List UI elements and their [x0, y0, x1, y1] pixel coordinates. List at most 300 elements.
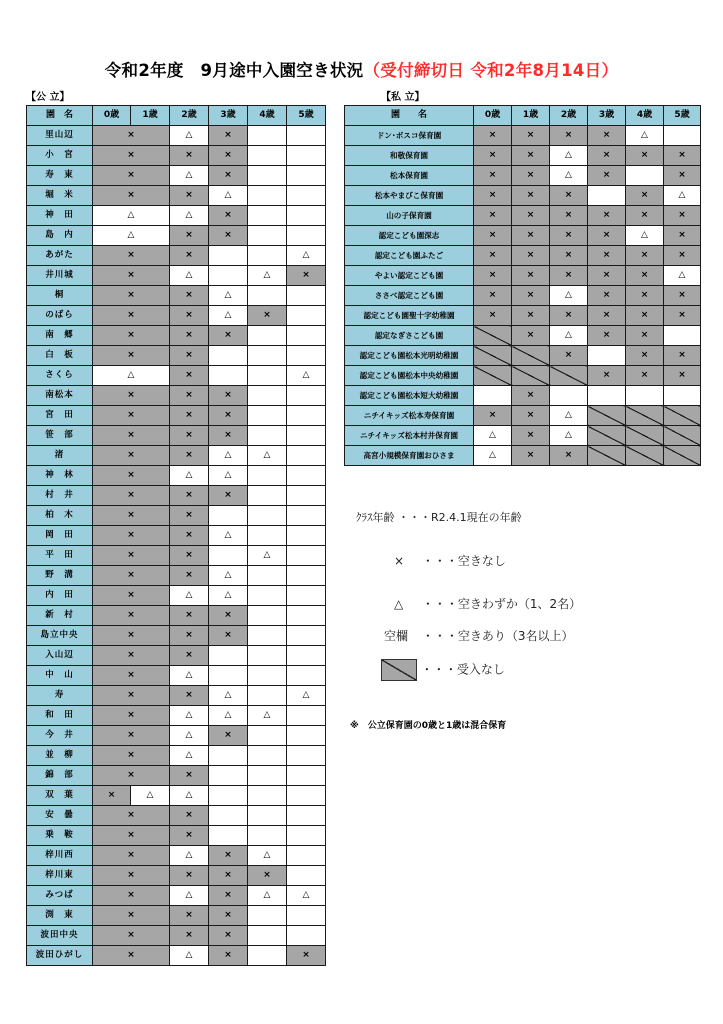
cell-age-4 [248, 326, 287, 346]
cell-age-5 [287, 706, 326, 726]
cell-age-2: × [170, 446, 209, 466]
cell-age-0-1: × [93, 166, 170, 186]
cell-age-4: × [626, 346, 664, 366]
nursery-name: ドン･ボスコ保育園 [345, 126, 474, 146]
cell-age-3 [209, 346, 248, 366]
table-row [27, 346, 326, 366]
cell-age-0-1: × [93, 346, 170, 366]
cell-age-3: × [588, 246, 626, 266]
cell-age-2: × [170, 546, 209, 566]
nursery-name: 高宮小規模保育園おひさま [345, 446, 474, 466]
cell-age-2: × [170, 686, 209, 706]
nursery-name: 松本やまびこ保育園 [345, 186, 474, 206]
cell-age-0 [474, 346, 512, 366]
cell-age-0-1: × [93, 946, 170, 966]
nursery-name: ささべ認定こども園 [345, 286, 474, 306]
table-row [345, 226, 701, 246]
nursery-name: 並 柳 [27, 746, 93, 766]
title-main: 令和2年度 9月途中入園空き状況 [104, 61, 364, 80]
cell-age-5: × [287, 946, 326, 966]
cell-age-4 [248, 246, 287, 266]
cell-age-4: × [626, 366, 664, 386]
cell-age-3 [588, 446, 626, 466]
cell-age-5: △ [664, 186, 701, 206]
cell-age-5 [287, 726, 326, 746]
cell-age-2: × [170, 486, 209, 506]
cell-age-3 [588, 386, 626, 406]
table-row [27, 226, 326, 246]
cell-age-0-1: × [93, 286, 170, 306]
cell-age-1: × [512, 206, 550, 226]
cell-age-1 [512, 346, 550, 366]
cell-age-1: × [512, 446, 550, 466]
cell-age-2: × [170, 366, 209, 386]
cell-age-2: × [170, 806, 209, 826]
public-nursery-table [26, 105, 326, 966]
cell-age-2: △ [550, 166, 588, 186]
cell-age-4 [248, 126, 287, 146]
table-row [345, 166, 701, 186]
header-age-0: 0歳 [93, 106, 131, 126]
cell-age-4: △ [248, 446, 287, 466]
cell-age-2: × [170, 906, 209, 926]
header-name: 園 名 [27, 106, 93, 126]
nursery-name: 井川城 [27, 266, 93, 286]
legend-triangle [394, 595, 581, 612]
cell-age-5 [664, 326, 701, 346]
nursery-name: 認定なぎさこども園 [345, 326, 474, 346]
nursery-name: 神 林 [27, 466, 93, 486]
cell-age-4: × [626, 206, 664, 226]
cell-age-1: × [512, 286, 550, 306]
cell-age-5: × [664, 246, 701, 266]
cell-age-4: × [626, 266, 664, 286]
table-row [27, 526, 326, 546]
cell-age-4 [248, 726, 287, 746]
cell-age-0: × [474, 206, 512, 226]
nursery-name: 山の子保育園 [345, 206, 474, 226]
cell-age-3 [588, 346, 626, 366]
nursery-name: 村 井 [27, 486, 93, 506]
table-row [27, 486, 326, 506]
nursery-name: 島立中央 [27, 626, 93, 646]
table-row [27, 366, 326, 386]
cell-age-2: × [550, 206, 588, 226]
cell-age-3: △ [209, 286, 248, 306]
cell-age-2: △ [170, 786, 209, 806]
table-row [345, 426, 701, 446]
private-table-body [345, 126, 701, 466]
cell-age-4 [248, 806, 287, 826]
nursery-name: さくら [27, 366, 93, 386]
cell-age-4: × [248, 866, 287, 886]
table-row [27, 406, 326, 426]
cell-age-0: × [474, 126, 512, 146]
legend-x [394, 552, 506, 569]
cell-age-5 [287, 866, 326, 886]
cell-age-3: × [588, 126, 626, 146]
table-row [27, 686, 326, 706]
nursery-name: 野 溝 [27, 566, 93, 586]
cell-age-2: △ [170, 126, 209, 146]
cell-age-3: △ [209, 686, 248, 706]
header-age-5: 5歳 [664, 106, 701, 126]
cell-age-1: × [512, 326, 550, 346]
table-row [27, 306, 326, 326]
cell-age-2: × [170, 526, 209, 546]
cell-age-4 [626, 446, 664, 466]
cell-age-4 [248, 226, 287, 246]
nursery-name: ニチイキッズ松本村井保育園 [345, 426, 474, 446]
cell-age-3: △ [209, 526, 248, 546]
nursery-name: 認定こども園深志 [345, 226, 474, 246]
cell-age-3: × [209, 626, 248, 646]
nursery-name: 松本保育園 [345, 166, 474, 186]
cell-age-4: △ [248, 706, 287, 726]
cell-age-2: △ [170, 946, 209, 966]
table-row [27, 446, 326, 466]
cell-age-2: × [550, 246, 588, 266]
header-age-3: 3歳 [209, 106, 248, 126]
cell-age-2: × [170, 306, 209, 326]
cell-age-0-1: × [93, 926, 170, 946]
cell-age-4: × [248, 306, 287, 326]
cell-age-1: × [512, 406, 550, 426]
cell-age-5: × [664, 146, 701, 166]
cell-age-5: △ [287, 366, 326, 386]
public-table-body [27, 126, 326, 966]
table-row [345, 386, 701, 406]
table-row [345, 186, 701, 206]
cell-age-4 [248, 646, 287, 666]
cell-age-0-1: × [93, 566, 170, 586]
nursery-name: 渚 [27, 446, 93, 466]
cell-age-5 [287, 286, 326, 306]
nursery-name: 里山辺 [27, 126, 93, 146]
cell-age-3: △ [209, 566, 248, 586]
cell-age-3: × [209, 406, 248, 426]
cell-age-4 [248, 746, 287, 766]
cell-age-5 [287, 346, 326, 366]
nursery-name: 和 田 [27, 706, 93, 726]
cell-age-4: △ [626, 226, 664, 246]
cell-age-3: × [588, 286, 626, 306]
cell-age-4: × [626, 146, 664, 166]
cell-age-0: × [474, 226, 512, 246]
cell-age-3 [209, 646, 248, 666]
table-row [27, 646, 326, 666]
cell-age-1: × [512, 426, 550, 446]
cell-age-0: × [474, 146, 512, 166]
cell-age-5 [287, 126, 326, 146]
nursery-name: 梓川西 [27, 846, 93, 866]
cell-age-5: × [664, 366, 701, 386]
cell-age-3: × [209, 486, 248, 506]
legend-class-age-key: ｸﾗｽ年齢 [356, 511, 395, 524]
cell-age-5: △ [287, 246, 326, 266]
cell-age-4: △ [626, 126, 664, 146]
cell-age-1: × [512, 146, 550, 166]
cell-age-0: △ [474, 446, 512, 466]
cell-age-3 [588, 406, 626, 426]
cell-age-5: × [664, 286, 701, 306]
table-row [27, 826, 326, 846]
cell-age-1: △ [131, 786, 170, 806]
cell-age-2: × [550, 186, 588, 206]
cell-age-0-1: × [93, 826, 170, 846]
cell-age-0-1: × [93, 546, 170, 566]
nursery-name: みつば [27, 886, 93, 906]
cell-age-3: × [209, 166, 248, 186]
nursery-name: やよい認定こども園 [345, 266, 474, 286]
cell-age-5: × [664, 166, 701, 186]
cell-age-4 [248, 906, 287, 926]
legend-no-acceptance [381, 659, 505, 681]
cell-age-4: △ [248, 266, 287, 286]
cell-age-0-1: × [93, 186, 170, 206]
cell-age-4 [248, 526, 287, 546]
cell-age-5 [287, 166, 326, 186]
cell-age-5 [287, 146, 326, 166]
cell-age-0-1: × [93, 126, 170, 146]
legend-blank [384, 627, 573, 644]
nursery-name: 小 宮 [27, 146, 93, 166]
cell-age-0-1: × [93, 906, 170, 926]
cell-age-3 [209, 506, 248, 526]
nursery-name: 島 内 [27, 226, 93, 246]
cell-age-0-1: × [93, 446, 170, 466]
cell-age-4 [248, 606, 287, 626]
cell-age-4 [248, 346, 287, 366]
cell-age-0-1: × [93, 646, 170, 666]
cell-age-5 [287, 826, 326, 846]
legend-x-text: ・・・空きなし [421, 554, 506, 568]
cell-age-3 [209, 746, 248, 766]
cell-age-5 [664, 406, 701, 426]
table-row [27, 206, 326, 226]
cell-age-3: △ [209, 186, 248, 206]
table-row [27, 586, 326, 606]
cell-age-0: × [474, 186, 512, 206]
cell-age-5 [287, 466, 326, 486]
cell-age-5 [287, 666, 326, 686]
cell-age-5 [287, 766, 326, 786]
cell-age-5 [664, 446, 701, 466]
cell-age-3: × [588, 306, 626, 326]
page-title [0, 57, 723, 81]
cell-age-0-1: × [93, 666, 170, 686]
cell-age-4 [626, 426, 664, 446]
header-age-4: 4歳 [626, 106, 664, 126]
table-row [345, 286, 701, 306]
cell-age-5 [287, 506, 326, 526]
cell-age-3 [588, 426, 626, 446]
cell-age-5 [287, 446, 326, 466]
legend-class-age-text: ・・・R2.4.1現在の年齢 [398, 511, 522, 524]
nursery-name: 認定こども園松本中央幼稚園 [345, 366, 474, 386]
cell-age-0: × [474, 266, 512, 286]
cell-age-2: △ [170, 586, 209, 606]
nursery-name: 認定こども園聖十字幼稚園 [345, 306, 474, 326]
cell-age-4 [248, 426, 287, 446]
nursery-name: 平 田 [27, 546, 93, 566]
cell-age-3: × [588, 366, 626, 386]
cell-age-5 [664, 386, 701, 406]
cell-age-2: × [170, 626, 209, 646]
nursery-name: 桐 [27, 286, 93, 306]
cell-age-2: × [170, 386, 209, 406]
cell-age-0-1: × [93, 806, 170, 826]
cell-age-5 [287, 626, 326, 646]
cell-age-0-1: × [93, 486, 170, 506]
cell-age-2: × [170, 406, 209, 426]
cell-age-0-1: × [93, 706, 170, 726]
cell-age-1: × [512, 226, 550, 246]
cell-age-2: × [550, 266, 588, 286]
cell-age-3 [209, 666, 248, 686]
cell-age-2: × [550, 226, 588, 246]
cell-age-2: × [170, 326, 209, 346]
diagonal-swatch-icon [381, 659, 417, 681]
cell-age-4 [248, 286, 287, 306]
cell-age-0: × [474, 166, 512, 186]
cell-age-3 [209, 366, 248, 386]
table-row [27, 946, 326, 966]
cell-age-3: × [209, 866, 248, 886]
cell-age-2: × [170, 566, 209, 586]
cell-age-3: × [209, 386, 248, 406]
cell-age-0-1: × [93, 426, 170, 446]
cell-age-3: × [209, 846, 248, 866]
cell-age-5: × [664, 346, 701, 366]
cross-icon: × [394, 554, 405, 568]
cell-age-5 [287, 566, 326, 586]
cell-age-3: × [209, 206, 248, 226]
cell-age-1 [512, 366, 550, 386]
table-row [27, 246, 326, 266]
header-age-5: 5歳 [287, 106, 326, 126]
cell-age-2: △ [550, 406, 588, 426]
triangle-icon: △ [394, 597, 404, 611]
cell-age-5: × [664, 206, 701, 226]
nursery-name: 神 田 [27, 206, 93, 226]
cell-age-4 [248, 146, 287, 166]
cell-age-2: × [170, 146, 209, 166]
table-row [345, 266, 701, 286]
cell-age-3: × [209, 326, 248, 346]
cell-age-5 [287, 846, 326, 866]
nursery-name: のばら [27, 306, 93, 326]
cell-age-5 [287, 546, 326, 566]
nursery-name: 双 葉 [27, 786, 93, 806]
header-age-4: 4歳 [248, 106, 287, 126]
private-nursery-table [344, 105, 701, 466]
cell-age-3: △ [209, 586, 248, 606]
header-age-2: 2歳 [550, 106, 588, 126]
table-row [27, 766, 326, 786]
cell-age-4 [248, 586, 287, 606]
cell-age-3 [209, 266, 248, 286]
cell-age-3: × [209, 606, 248, 626]
cell-age-3: × [209, 126, 248, 146]
cell-age-4 [248, 946, 287, 966]
nursery-name: 笹 部 [27, 426, 93, 446]
cell-age-4: × [626, 306, 664, 326]
table-row [27, 426, 326, 446]
cell-age-2 [550, 366, 588, 386]
cell-age-4: △ [248, 846, 287, 866]
table-row [345, 206, 701, 226]
table-row [345, 306, 701, 326]
cell-age-0: × [474, 406, 512, 426]
cell-age-4 [248, 626, 287, 646]
cell-age-3 [209, 766, 248, 786]
cell-age-0: × [474, 286, 512, 306]
cell-age-4 [248, 386, 287, 406]
table-row [345, 126, 701, 146]
cell-age-2: × [170, 926, 209, 946]
cell-age-3 [209, 786, 248, 806]
nursery-name: 渕 東 [27, 906, 93, 926]
cell-age-5 [287, 406, 326, 426]
cell-age-5: × [664, 306, 701, 326]
header-age-3: 3歳 [588, 106, 626, 126]
cell-age-0-1: △ [93, 366, 170, 386]
cell-age-1: × [512, 126, 550, 146]
nursery-name: 今 井 [27, 726, 93, 746]
table-row [27, 866, 326, 886]
cell-age-4 [248, 766, 287, 786]
cell-age-3: × [209, 886, 248, 906]
cell-age-5 [287, 806, 326, 826]
cell-age-1: × [512, 306, 550, 326]
cell-age-2: × [170, 186, 209, 206]
nursery-name: 南松本 [27, 386, 93, 406]
cell-age-3: △ [209, 706, 248, 726]
table-row [27, 466, 326, 486]
nursery-name: 認定こども園ふたご [345, 246, 474, 266]
cell-age-0: △ [474, 426, 512, 446]
cell-age-1: × [512, 166, 550, 186]
nursery-name: 新 村 [27, 606, 93, 626]
cell-age-2: × [170, 286, 209, 306]
nursery-name: 認定こども園松本光明幼稚園 [345, 346, 474, 366]
cell-age-3: × [209, 926, 248, 946]
nursery-name: 内 田 [27, 586, 93, 606]
table-row [27, 666, 326, 686]
cell-age-3: × [209, 946, 248, 966]
cell-age-3 [209, 246, 248, 266]
table-row [27, 166, 326, 186]
cell-age-2: △ [550, 286, 588, 306]
cell-age-0 [474, 386, 512, 406]
nursery-name: 乗 鞍 [27, 826, 93, 846]
cell-age-4 [248, 486, 287, 506]
table-row [27, 786, 326, 806]
cell-age-2: × [170, 866, 209, 886]
cell-age-1: × [512, 266, 550, 286]
nursery-name: 安 曇 [27, 806, 93, 826]
cell-age-4 [248, 686, 287, 706]
cell-age-5: △ [287, 686, 326, 706]
cell-age-2: △ [170, 206, 209, 226]
cell-age-4 [626, 166, 664, 186]
cell-age-0-1: × [93, 746, 170, 766]
cell-age-0-1: × [93, 246, 170, 266]
nursery-name: 宮 田 [27, 406, 93, 426]
cell-age-5 [287, 926, 326, 946]
cell-age-3 [209, 806, 248, 826]
